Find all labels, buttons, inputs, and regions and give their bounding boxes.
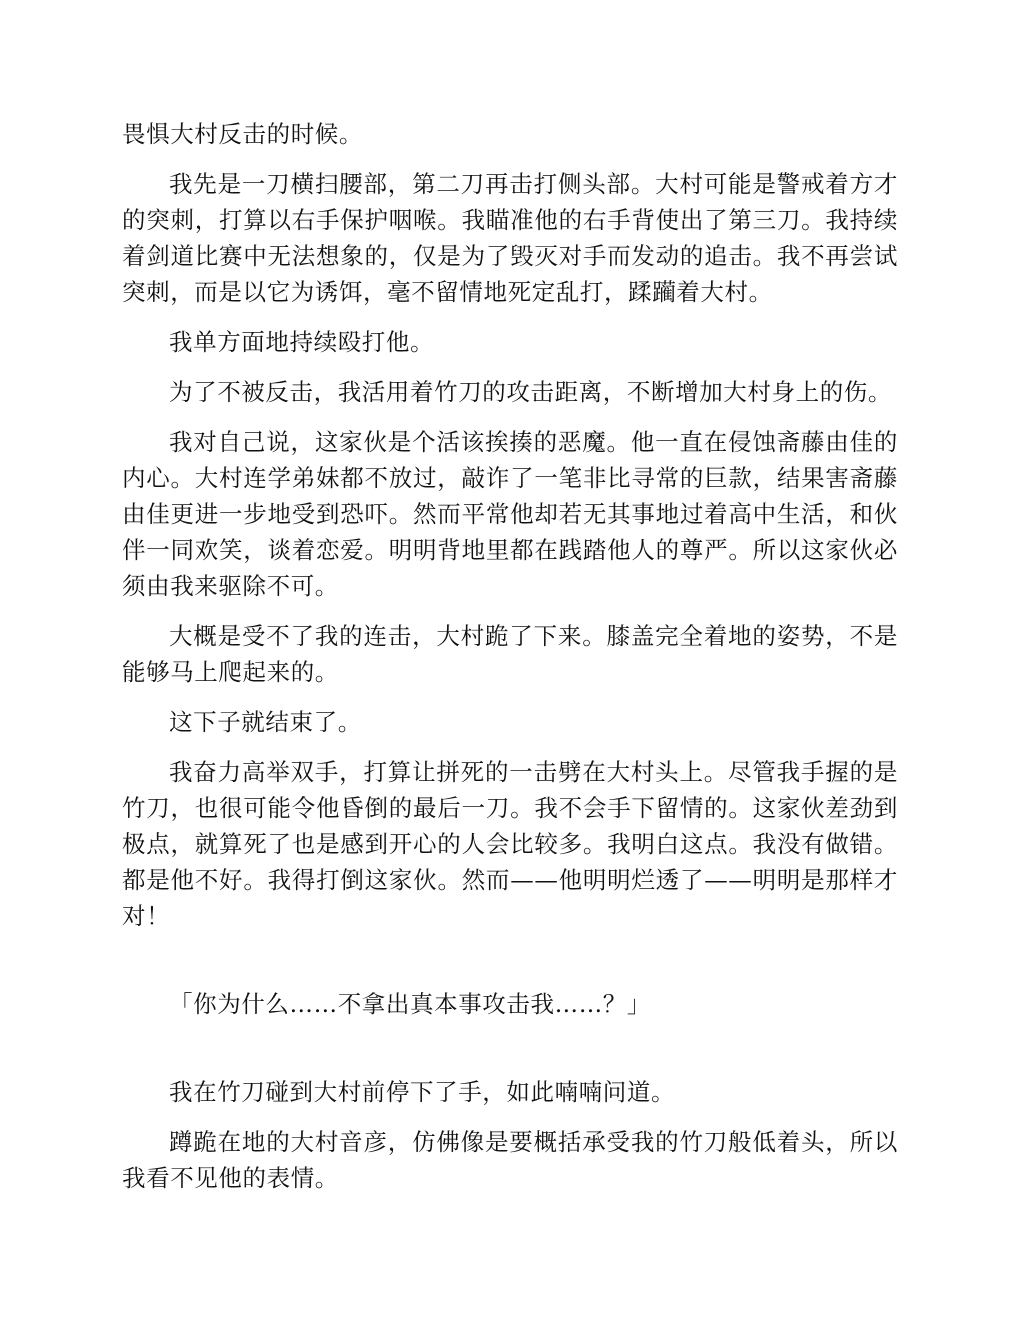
blank-space bbox=[122, 1036, 898, 1074]
dialogue-line: 「你为什么……不拿出真本事攻击我……？」 bbox=[169, 990, 651, 1018]
paragraph: 大概是受不了我的连击，大村跪了下来。膝盖完全着地的姿势，不是能够马上爬起来的。 bbox=[122, 622, 898, 686]
paragraph: 这下子就结束了。 bbox=[169, 708, 362, 736]
paragraph: 我在竹刀碰到大村前停下了手，如此喃喃问道。 bbox=[169, 1078, 676, 1106]
blank-space bbox=[122, 948, 898, 986]
paragraph: 我先是一刀横扫腰部，第二刀再击打侧头部。大村可能是警戒着方才的突刺，打算以右手保护咽喉。我瞄准他的右手背使出了第三刀。我持续着剑道比赛中无法想象的，仅是为了毁灭对手而发动的追击。我不再尝试突刺，而是以它为诱饵，毫不留情地死定乱打，蹂躏着大村。 bbox=[122, 170, 898, 306]
paragraph-continuation: 畏惧大村反击的时候。 bbox=[122, 120, 363, 148]
paragraph: 蹲跪在地的大村音彦，仿佛像是要概括承受我的竹刀般低着头，所以我看不见他的表情。 bbox=[122, 1128, 898, 1192]
paragraph: 我奋力高举双手，打算让拼死的一击劈在大村头上。尽管我手握的是竹刀，也很可能令他昏倒的最后一刀。我不会手下留情的。这家伙差劲到极点，就算死了也是感到开心的人会比较多。我明白这点。我没有做错。都是他不好。我得打倒这家伙。然而——他明明烂透了——明明是那样才对！ bbox=[122, 758, 898, 930]
paragraph: 我对自己说，这家伙是个活该挨揍的恶魔。他一直在侵蚀斋藤由佳的内心。大村连学弟妹都不放过，敲诈了一笔非比寻常的巨款，结果害斋藤由佳更进一步地受到恐吓。然而平常他却若无其事地过着高中生活，和伙伴一同欢笑，谈着恋爱。明明背地里都在践踏他人的尊严。所以这家伙必须由我来驱除不可。 bbox=[122, 428, 898, 600]
body-text bbox=[122, 116, 898, 1210]
paragraph: 我单方面地持续殴打他。 bbox=[169, 328, 435, 356]
paragraph: 为了不被反击，我活用着竹刀的攻击距离，不断增加大村身上的伤。 bbox=[169, 378, 892, 406]
